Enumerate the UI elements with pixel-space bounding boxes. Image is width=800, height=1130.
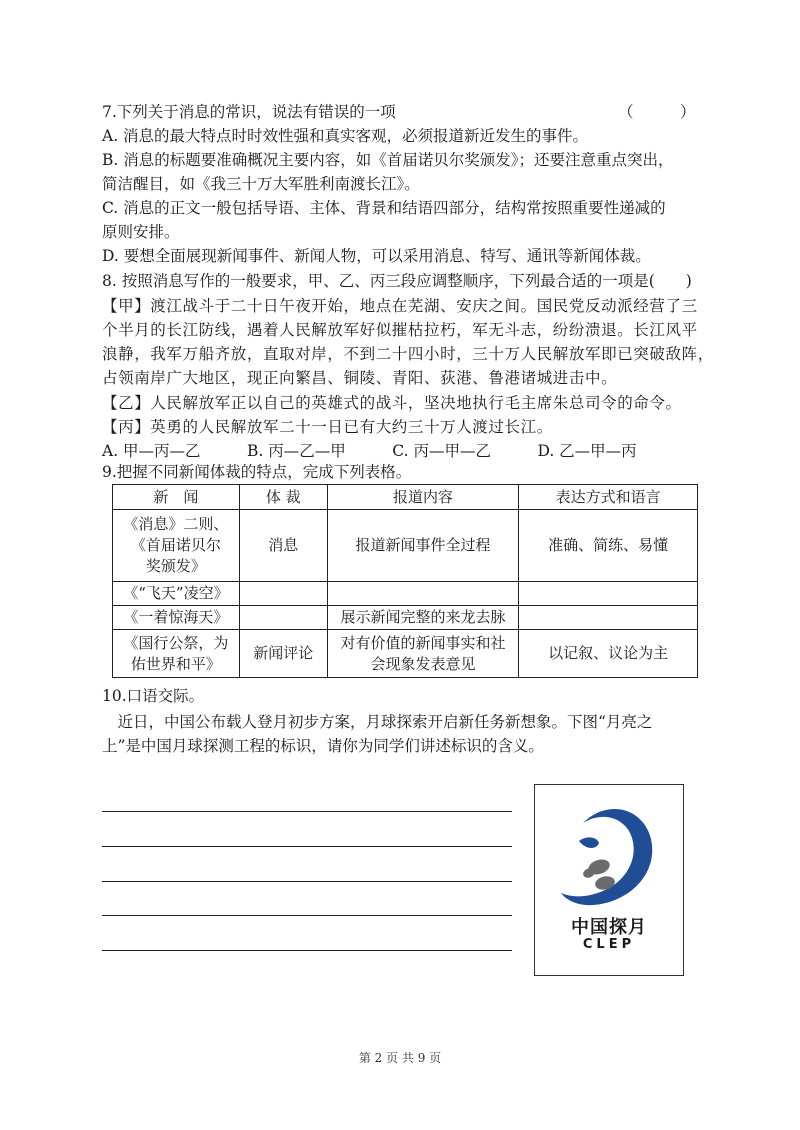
q8-para-jia-line1: 【甲】渡江战斗于二十日午夜开始，地点在芜湖、安庆之间。国民党反动派经营了三: [102, 297, 698, 315]
table-header: 报道内容: [327, 485, 519, 510]
q8-para-jia-line3: 浪静，我军万船齐放，直取对岸，不到二十四小时，三十万人民解放军即已突破敌阵，: [102, 345, 714, 363]
answer-line[interactable]: [102, 811, 512, 812]
q10-paragraph-line1: 近日，中国公布载人登月初步方案，月球探索开启新任务新想象。下图“月亮之: [102, 713, 653, 731]
answer-line[interactable]: [102, 950, 512, 951]
table-row: [113, 630, 698, 678]
blank-cell[interactable]: [519, 582, 698, 606]
genre-table: [112, 484, 698, 678]
q8-para-jia-line4: 占领南岸广大地区，现正向繁昌、铜陵、青阳、荻港、鲁港诸城进击中。: [102, 369, 618, 387]
table-cell: 展示新闻完整的来龙去脉: [327, 606, 519, 630]
q8-options: A. 甲—丙—乙 B. 丙—乙—甲 C. 丙—甲—乙 D. 乙—甲—丙: [102, 442, 637, 460]
q7-option-d: D. 要想全面展现新闻事件、新闻人物，可以采用消息、特写、通讯等新闻体裁。: [102, 247, 651, 265]
page-footer: 第 2 页 共 9 页: [358, 1051, 442, 1065]
cell-text: 会现象发表意见: [370, 654, 476, 673]
q8-para-bing: 【丙】英勇的人民解放军二十一日已有大约三十万人渡过长江。: [102, 418, 553, 436]
table-cell: 《“飞天”凌空》: [113, 582, 240, 606]
answer-line[interactable]: [102, 881, 512, 882]
q7-option-b-line1: B. 消息的标题要准确概况主要内容，如《首届诺贝尔奖颁发》；还要注意重点突出，: [102, 151, 674, 169]
q7-stem: 7.下列关于消息的常识，说法有错误的一项: [102, 103, 396, 121]
table-header: 体 裁: [239, 485, 327, 510]
table-header: 新 闻: [113, 485, 240, 510]
blank-cell[interactable]: [239, 606, 327, 630]
table-cell: 消息: [239, 510, 327, 582]
cell-text: 佑世界和平》: [130, 654, 221, 673]
cell-text: 对有价值的新闻事实和社: [340, 633, 506, 652]
q10-paragraph-line2: 上”是中国月球探测工程的标识，请你为同学们讲述标识的含义。: [102, 737, 544, 755]
table-cell: 《一着惊海天》: [113, 606, 240, 630]
q8-para-yi: 【乙】人民解放军正以自己的英雄式的战斗，坚决地执行毛主席朱总司令的命令。: [102, 394, 682, 412]
table-cell: 以记叙、议论为主: [519, 630, 698, 678]
q7-option-b-line2: 简洁醒目，如《我三十万大军胜利南渡长江》。: [102, 175, 420, 193]
q7-option-c-line1: C. 消息的正文一般包括导语、主体、背景和结语四部分，结构常按照重要性递减的: [102, 199, 666, 217]
cell-text: 《国行公祭，为: [123, 633, 229, 652]
table-header-row: [113, 485, 698, 510]
clep-logo: [534, 784, 684, 976]
blank-cell[interactable]: [239, 582, 327, 606]
table-row: [113, 510, 698, 582]
table-cell: [113, 630, 240, 678]
table-cell: 报道新闻事件全过程: [327, 510, 519, 582]
table-header: 表达方式和语言: [519, 485, 698, 510]
q7-option-c-line2: 原则安排。: [102, 223, 180, 241]
q10-stem: 10.口语交际。: [102, 687, 205, 705]
table-row: [113, 606, 698, 630]
cell-text: 奖颁发》: [145, 557, 206, 575]
q8-para-jia-line2: 个半月的长江防线，遇着人民解放军好似摧枯拉朽，军无斗志，纷纷溃退。长江风平: [102, 321, 698, 339]
table-cell: 准确、简练、易懂: [519, 510, 698, 582]
cell-text: 《首届诺贝尔: [130, 536, 221, 554]
table-row: [113, 582, 698, 606]
logo-chinese-text: 中国探月: [571, 917, 647, 938]
table-cell: 新闻评论: [239, 630, 327, 678]
answer-line[interactable]: [102, 915, 512, 916]
cell-text: 《消息》二则、: [123, 515, 229, 533]
logo-english-text: CLEP: [582, 937, 636, 952]
answer-line[interactable]: [102, 846, 512, 847]
q9-stem: 9.把握不同新闻体裁的特点，完成下列表格。: [102, 463, 412, 481]
q7-answer-paren: （ ）: [618, 103, 696, 121]
table-cell: [327, 630, 519, 678]
moon-arc-icon: [535, 785, 683, 915]
q7-option-a: A. 消息的最大特点时时效性强和真实客观，必须报道新近发生的事件。: [102, 127, 589, 145]
q8-stem: 8. 按照消息写作的一般要求，甲、乙、丙三段应调整顺序，下列最合适的一项是( ): [102, 272, 692, 290]
table-cell: [113, 510, 240, 582]
blank-cell[interactable]: [327, 582, 519, 606]
blank-cell[interactable]: [519, 606, 698, 630]
